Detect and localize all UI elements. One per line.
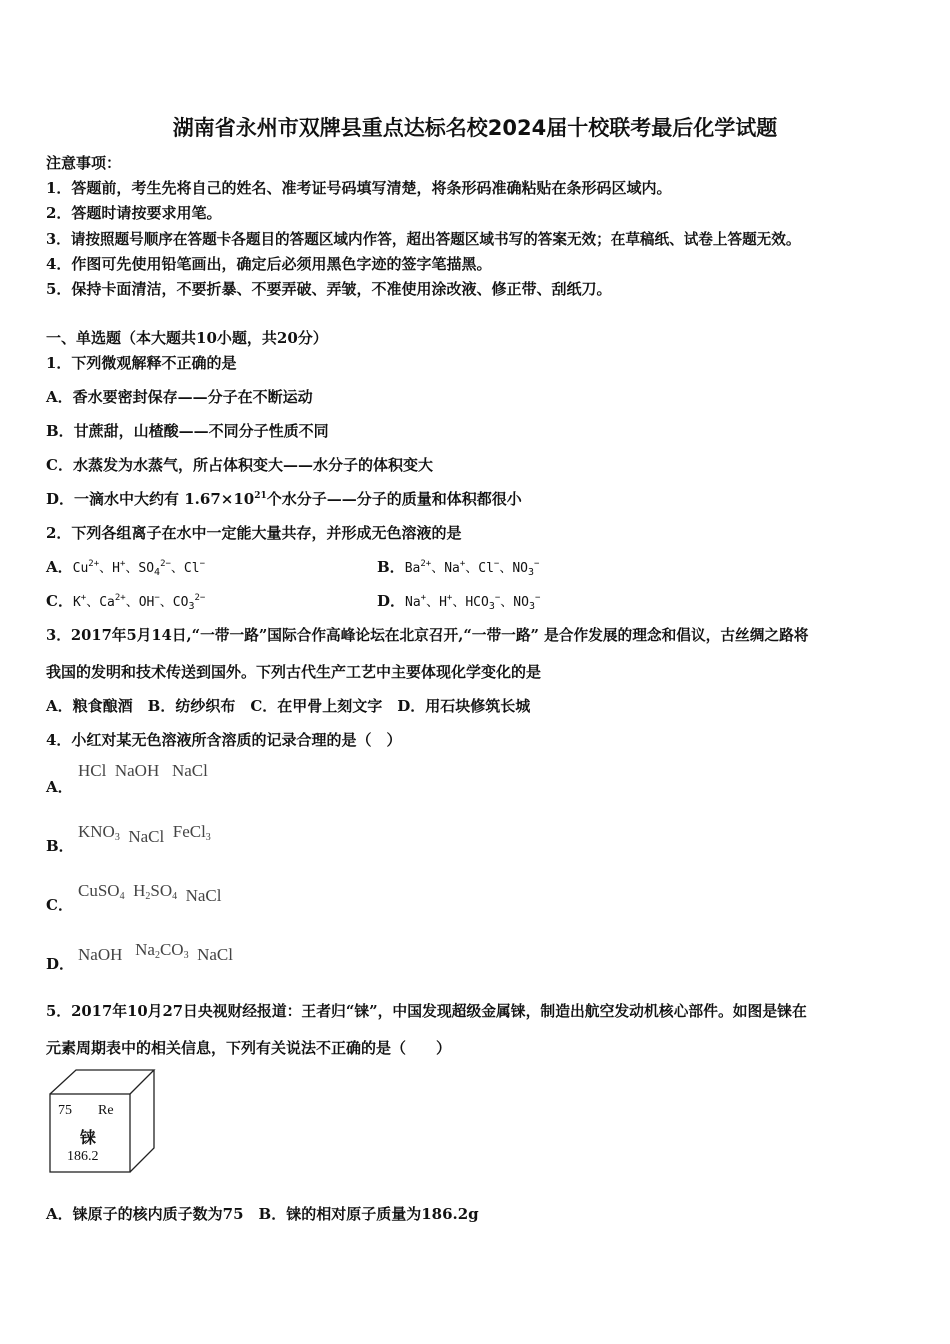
section-heading: 一、单选题（本大题共10小题，共20分） — [46, 329, 328, 347]
question-2-option-a: A．$Cu^{2+}$、H+、$SO_4^{2-}$、Cl− — [46, 558, 205, 578]
page-title: 湖南省永州市双牌县重点达标名校2024届十校联考最后化学试题 — [172, 116, 778, 140]
element-cube-figure — [48, 1068, 158, 1174]
question-2-option-b: B．$Ba^{2+}$、Na+、Cl−、$NO_3^-$ — [377, 558, 540, 578]
question-5-stem: 5．2017年10月27日央视财经报道：王者归“铼”，中国发现超级金属铼，制造出航空发动机核心部件。如图是铼在 — [46, 1003, 807, 1020]
question-4-option-c: CuSO$_4$ $H_2SO_4$ NaCl — [78, 881, 222, 905]
question-1-option-c: C．水蒸发为水蒸气，所占体积变大——水分子的体积变大 — [46, 456, 433, 474]
element-symbol: Re — [98, 1103, 114, 1118]
question-5-stem-cont: 元素周期表中的相关信息，下列有关说法不正确的是（ ） — [46, 1039, 452, 1057]
question-2-option-d: D．Na+、H+、$HCO_3^-$、$NO_3^-$ — [377, 592, 541, 612]
question-1-option-a: A．香水要密封保存——分子在不断运动 — [46, 388, 313, 406]
question-1-stem: 1．下列微观解释不正确的是 — [46, 354, 237, 372]
question-4-option-b: $KNO_3$ NaCl FeCl$_3$ — [78, 822, 211, 846]
question-1-option-b: B．甘蔗甜，山楂酸——不同分子性质不同 — [46, 422, 329, 440]
question-4-stem: 4．小红对某无色溶液所含溶质的记录合理的是（ ） — [46, 731, 402, 749]
question-5-options: A．铼原子的核内质子数为75 B．铼的相对原子质量为186.2g — [46, 1205, 479, 1223]
question-3-stem: 3．2017年5月14日,“一带一路”国际合作高峰论坛在北京召开,“一带一路” 是合作发展的理念和倡议，古丝绸之路将 — [46, 627, 809, 644]
element-atomic-mass: 186.2 — [67, 1149, 99, 1164]
question-4-option-d-label: D． — [46, 955, 75, 973]
question-4-option-a: HCl NaOH NaCl — [78, 761, 208, 780]
question-3-options: A．粮食酿酒 B．纺纱织布 C．在甲骨上刻文字 D．用石块修筑长城 — [46, 697, 531, 715]
question-4-option-c-label: C． — [46, 896, 73, 914]
notice-item: 3．请按照题号顺序在答题卡各题目的答题区域内作答，超出答题区域书写的答案无效；在草稿纸、试卷上答题无效。 — [46, 231, 801, 248]
question-4-option-d: NaOH $Na_2CO_3$ NaCl — [78, 940, 233, 964]
notice-heading: 注意事项： — [46, 154, 122, 172]
question-2-option-c: C．K+、$Ca^{2+}$、OH−、$CO_3^{2-}$ — [46, 592, 206, 612]
notice-item: 5．保持卡面清洁，不要折暴、不要弄破、弄皱，不准使用涂改液、修正带、刮纸刀。 — [46, 280, 612, 298]
question-4-option-b-label: B． — [46, 837, 74, 855]
question-4-option-a-label: A． — [46, 778, 73, 796]
notice-item: 1．答题前，考生先将自己的姓名、准考证号码填写清楚，将条形码准确粘贴在条形码区域内。 — [46, 179, 672, 197]
question-3-stem-cont: 我国的发明和技术传送到国外。下列古代生产工艺中主要体现化学变化的是 — [46, 663, 542, 681]
question-2-stem: 2．下列各组离子在水中一定能大量共存，并形成无色溶液的是 — [46, 524, 462, 542]
question-1-option-d: D．一滴水中大约有 $1.67\times 10^{21}$个水分子——分子的质量和体积都很小 — [46, 490, 522, 508]
element-name: 铼 — [80, 1128, 97, 1147]
notice-item: 4．作图可先使用铅笔画出，确定后必须用黑色字迹的签字笔描黑。 — [46, 255, 492, 273]
element-atomic-number: 75 — [58, 1103, 72, 1118]
notice-item: 2．答题时请按要求用笔。 — [46, 204, 222, 222]
